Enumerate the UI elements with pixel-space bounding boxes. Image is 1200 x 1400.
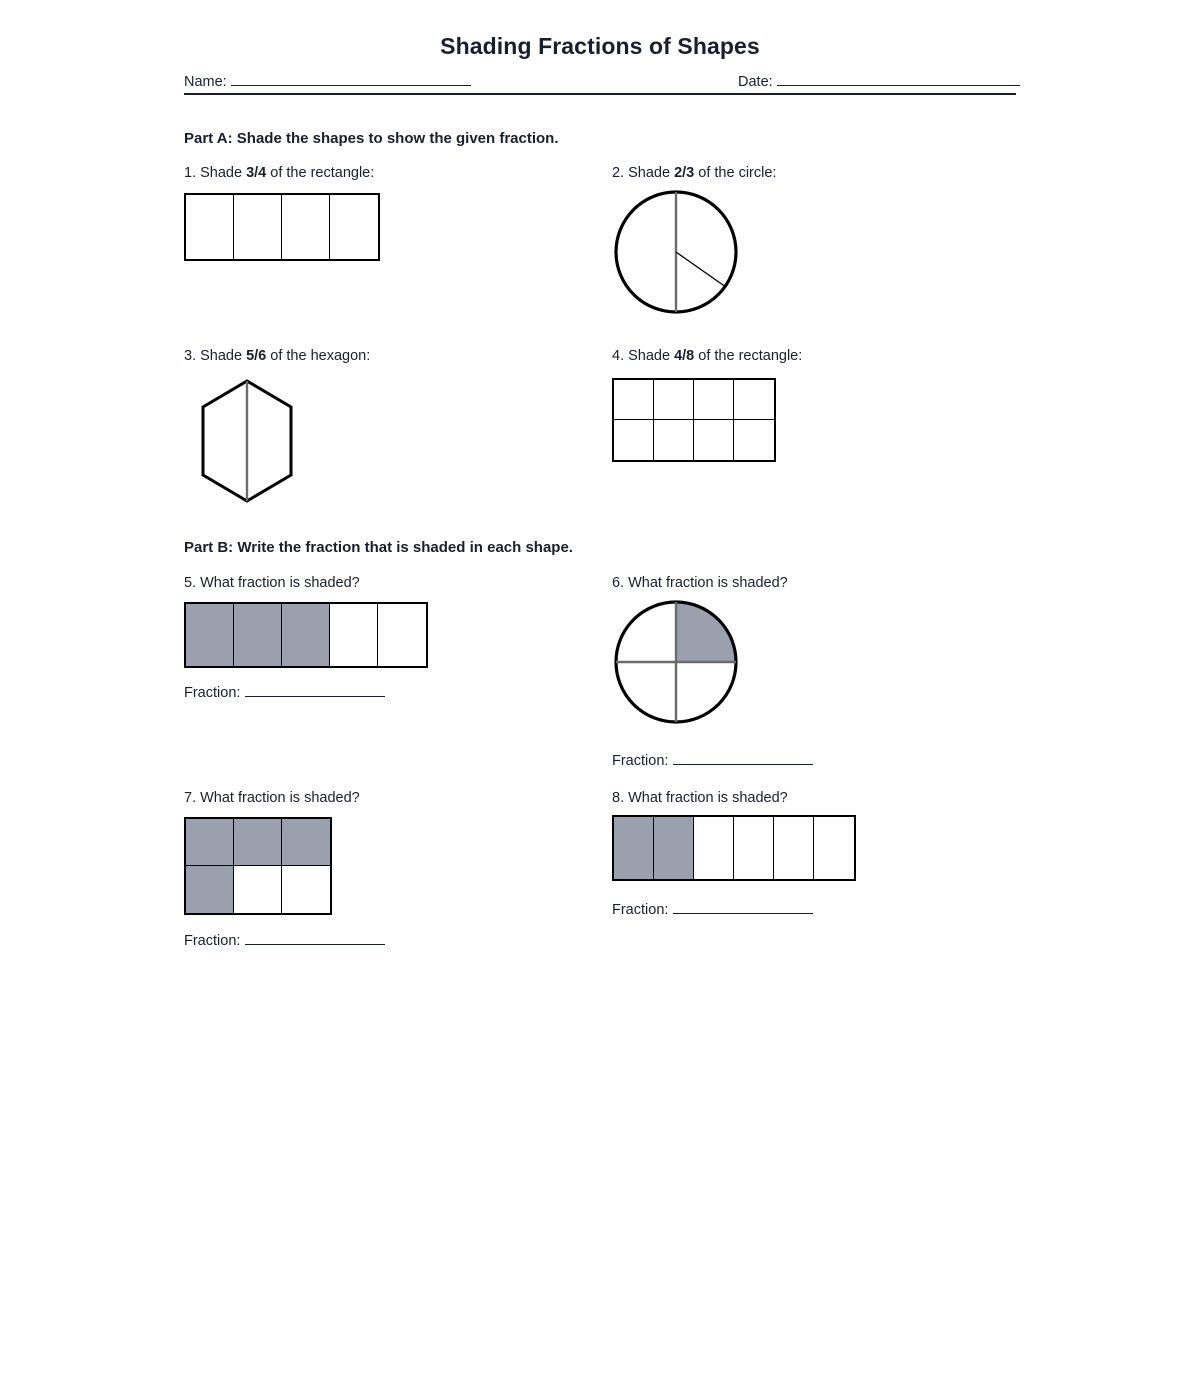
grid-cell[interactable] bbox=[282, 866, 330, 913]
question-1-text bbox=[184, 165, 374, 181]
grid-cell[interactable] bbox=[734, 380, 774, 420]
fraction-label: Fraction: bbox=[612, 753, 669, 769]
fraction-blank-line[interactable] bbox=[673, 751, 813, 765]
grid-cell[interactable] bbox=[186, 195, 234, 259]
question-2-text bbox=[612, 165, 776, 181]
question-6-shape-circle[interactable] bbox=[612, 598, 740, 726]
fraction-label: Fraction: bbox=[184, 933, 241, 949]
fraction-blank-line[interactable] bbox=[245, 683, 385, 697]
fraction-label: Fraction: bbox=[612, 902, 669, 918]
name-field[interactable] bbox=[184, 72, 471, 90]
question-7-answer-field[interactable] bbox=[184, 931, 385, 949]
grid-cell-shaded[interactable] bbox=[186, 604, 234, 666]
grid-cell[interactable] bbox=[694, 420, 734, 460]
fraction-blank-line[interactable] bbox=[245, 931, 385, 945]
question-2-fraction: 2/3 bbox=[674, 165, 695, 181]
header-divider bbox=[184, 93, 1016, 95]
part-a-heading: Part A: Shade the shapes to show the given fraction. bbox=[184, 130, 559, 147]
question-8-text: 8. What fraction is shaded? bbox=[612, 790, 788, 806]
grid-cell[interactable] bbox=[330, 604, 378, 666]
grid-cell[interactable] bbox=[234, 866, 282, 913]
question-6-answer-field[interactable] bbox=[612, 751, 813, 769]
question-6-text: 6. What fraction is shaded? bbox=[612, 575, 788, 591]
grid-cell[interactable] bbox=[774, 817, 814, 879]
grid-cell[interactable] bbox=[814, 817, 854, 879]
question-3-text bbox=[184, 348, 370, 364]
question-7-text: 7. What fraction is shaded? bbox=[184, 790, 360, 806]
grid-cell-shaded[interactable] bbox=[654, 817, 694, 879]
question-4-text bbox=[612, 348, 802, 364]
question-4-fraction: 4/8 bbox=[674, 348, 695, 364]
grid-cell-shaded[interactable] bbox=[234, 819, 282, 866]
grid-cell[interactable] bbox=[330, 195, 378, 259]
question-2-shape-circle[interactable] bbox=[612, 188, 740, 316]
grid-cell-shaded[interactable] bbox=[282, 819, 330, 866]
date-label: Date: bbox=[738, 74, 773, 90]
grid-cell-shaded[interactable] bbox=[186, 819, 234, 866]
question-4-suffix: of the rectangle: bbox=[694, 348, 803, 364]
fraction-blank-line[interactable] bbox=[673, 900, 813, 914]
grid-cell[interactable] bbox=[378, 604, 426, 666]
question-5-text: 5. What fraction is shaded? bbox=[184, 575, 360, 591]
question-2-prefix: 2. Shade bbox=[612, 165, 675, 181]
grid-cell[interactable] bbox=[734, 420, 774, 460]
grid-cell-shaded[interactable] bbox=[234, 604, 282, 666]
date-field[interactable] bbox=[738, 72, 1020, 90]
name-label: Name: bbox=[184, 74, 227, 90]
grid-cell[interactable] bbox=[654, 420, 694, 460]
question-7-shape-rectangle[interactable] bbox=[184, 817, 332, 915]
fraction-label: Fraction: bbox=[184, 685, 241, 701]
part-b-heading: Part B: Write the fraction that is shaded in each shape. bbox=[184, 539, 573, 556]
grid-cell[interactable] bbox=[282, 195, 330, 259]
grid-cell[interactable] bbox=[654, 380, 694, 420]
grid-cell[interactable] bbox=[694, 817, 734, 879]
grid-cell[interactable] bbox=[234, 195, 282, 259]
grid-cell-shaded[interactable] bbox=[282, 604, 330, 666]
question-1-shape-rectangle[interactable] bbox=[184, 193, 380, 261]
name-blank-line[interactable] bbox=[231, 72, 471, 86]
question-1-suffix: of the rectangle: bbox=[266, 165, 375, 181]
page-title: Shading Fractions of Shapes bbox=[440, 33, 760, 59]
grid-cell[interactable] bbox=[734, 817, 774, 879]
question-4-prefix: 4. Shade bbox=[612, 348, 675, 364]
question-5-answer-field[interactable] bbox=[184, 683, 385, 701]
question-8-answer-field[interactable] bbox=[612, 900, 813, 918]
question-1-prefix: 1. Shade bbox=[184, 165, 247, 181]
grid-cell[interactable] bbox=[614, 420, 654, 460]
question-5-shape-rectangle[interactable] bbox=[184, 602, 428, 668]
question-3-prefix: 3. Shade bbox=[184, 348, 247, 364]
grid-cell[interactable] bbox=[614, 380, 654, 420]
grid-cell-shaded[interactable] bbox=[614, 817, 654, 879]
question-1-fraction: 3/4 bbox=[246, 165, 267, 181]
question-4-shape-rectangle[interactable] bbox=[612, 378, 776, 462]
question-3-fraction: 5/6 bbox=[246, 348, 267, 364]
name-date-row bbox=[184, 72, 1016, 92]
question-3-suffix: of the hexagon: bbox=[266, 348, 371, 364]
question-3-shape-hexagon[interactable] bbox=[197, 378, 297, 504]
grid-cell-shaded[interactable] bbox=[186, 866, 234, 913]
date-blank-line[interactable] bbox=[777, 72, 1020, 86]
question-8-shape-rectangle[interactable] bbox=[612, 815, 856, 881]
question-2-suffix: of the circle: bbox=[694, 165, 777, 181]
grid-cell[interactable] bbox=[694, 380, 734, 420]
